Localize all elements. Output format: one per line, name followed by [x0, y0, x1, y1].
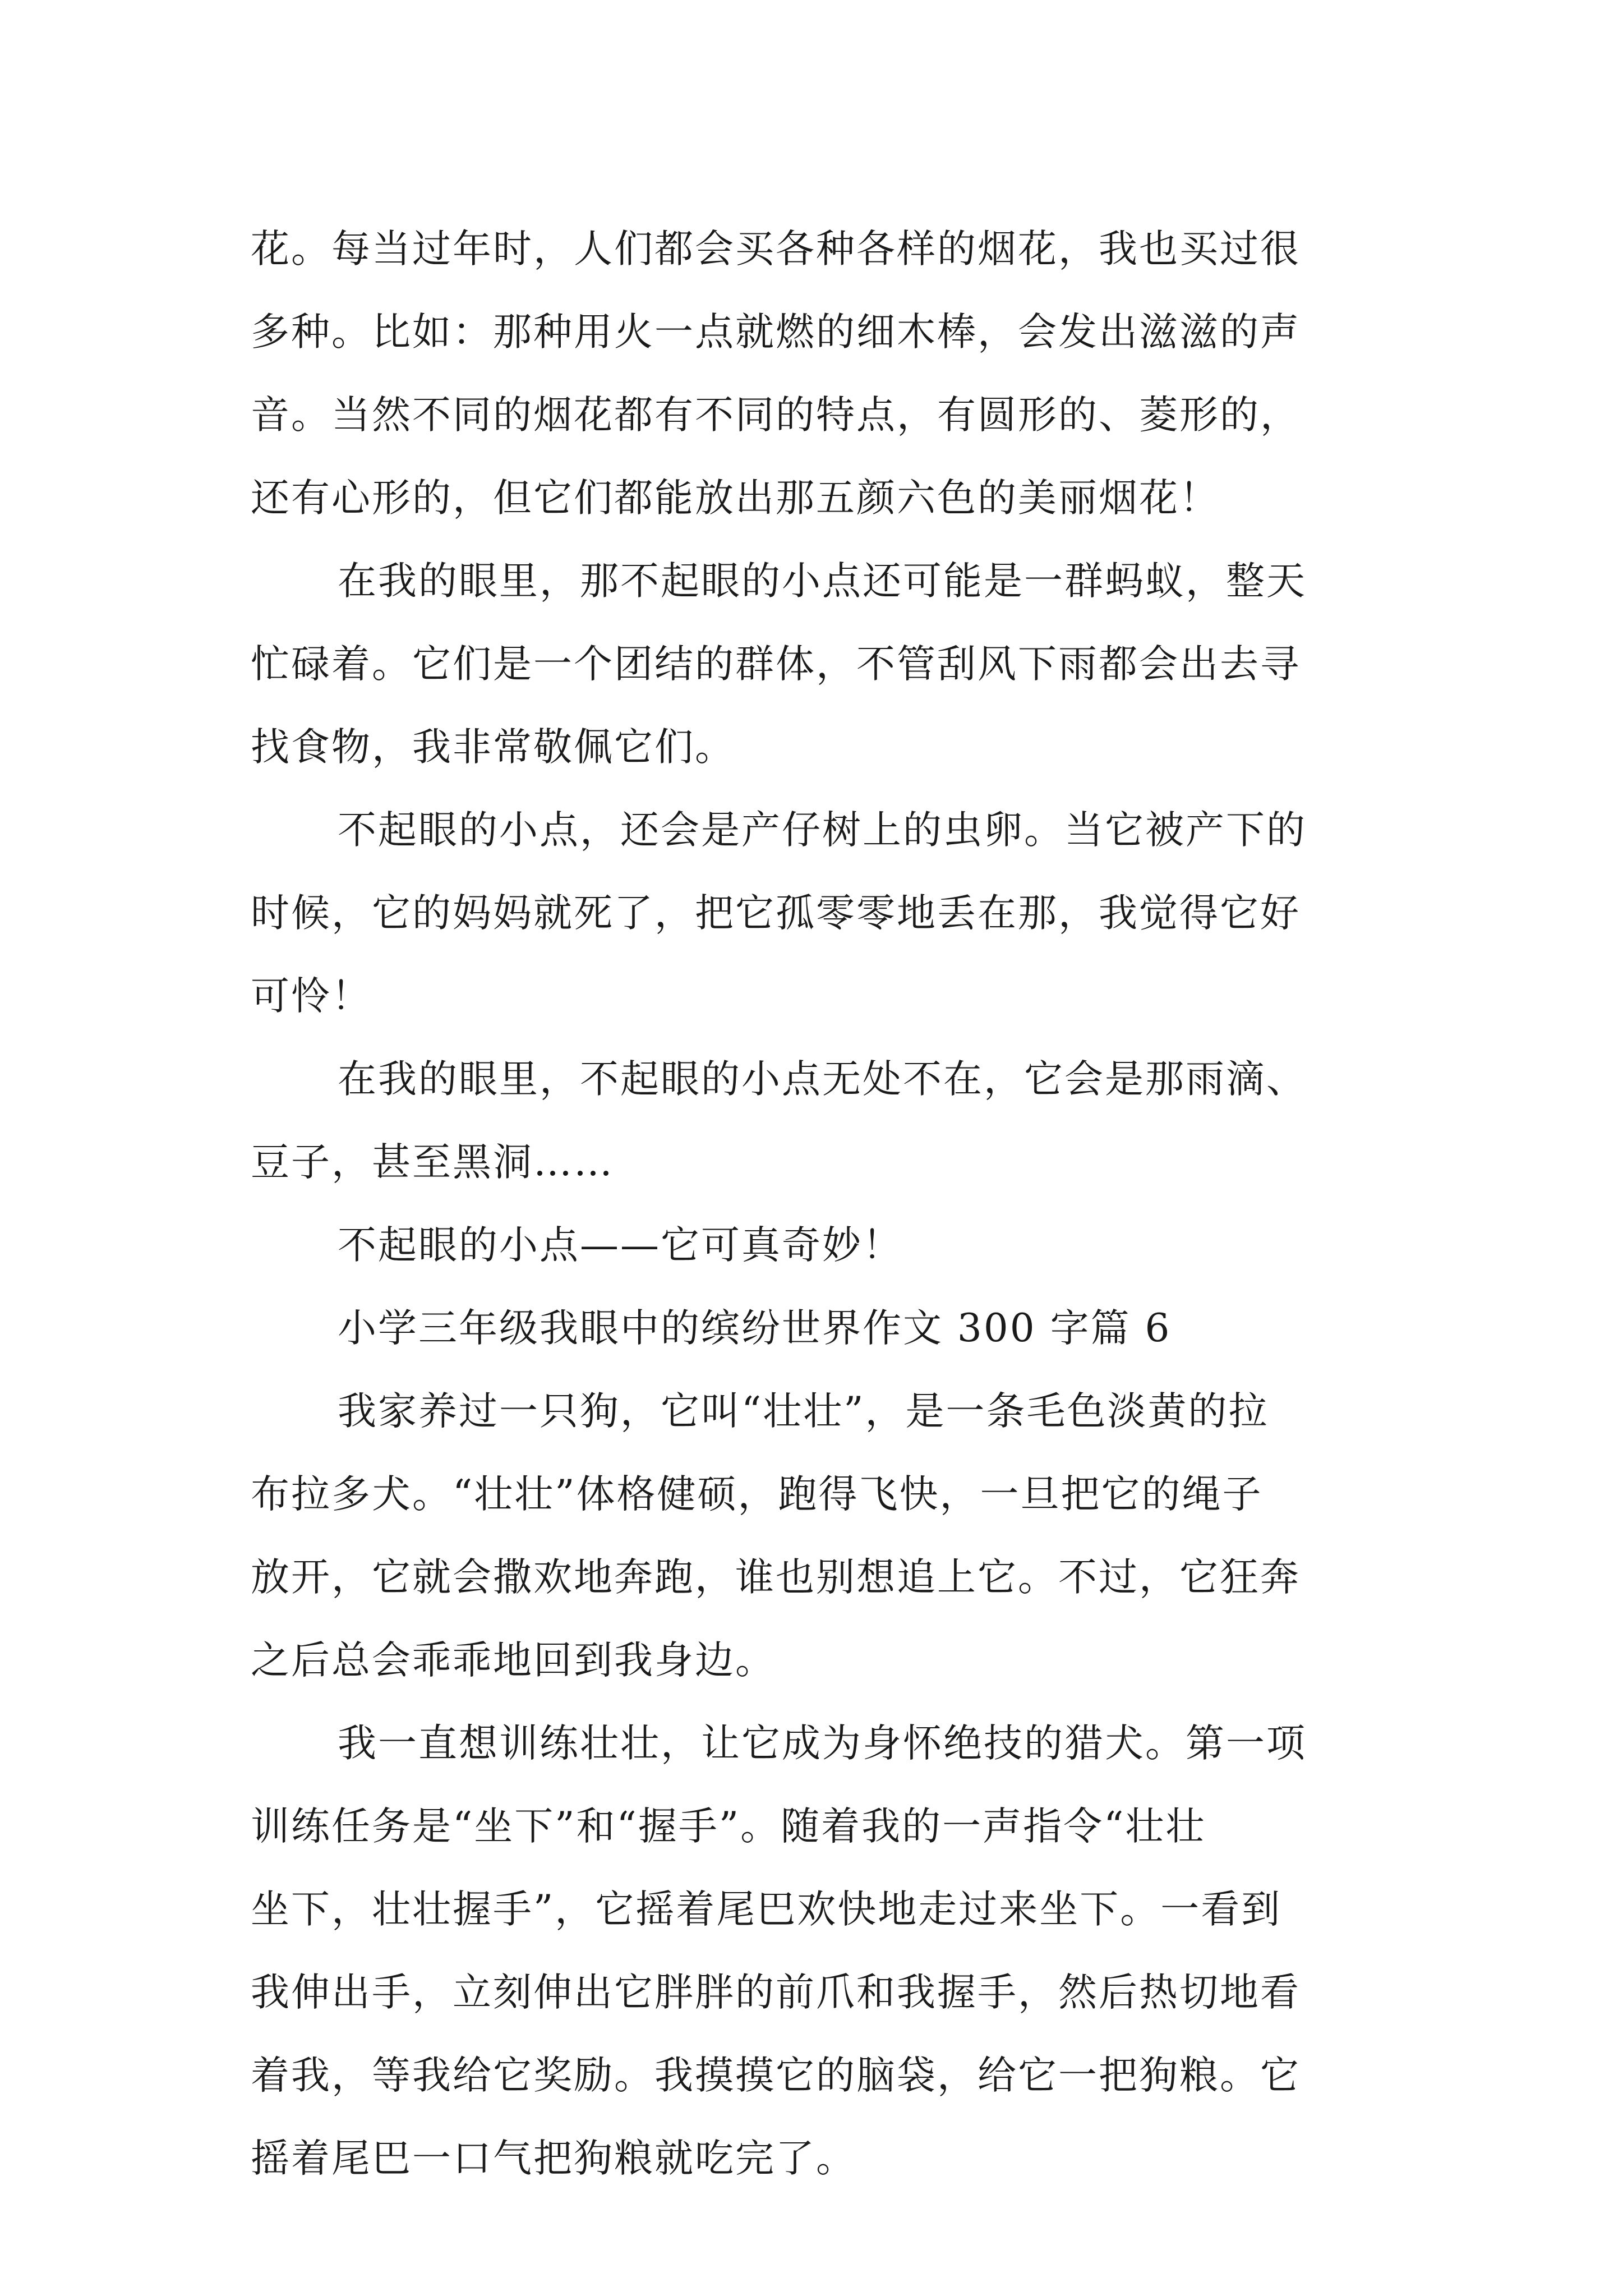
text-line: 放开，它就会撒欢地奔跑，谁也别想追上它。不过，它狂奔 [251, 1555, 1301, 1600]
text-line: 豆子，甚至黑洞…… [251, 1140, 614, 1185]
body-text [251, 208, 1395, 2200]
text-line: 找食物，我非常敬佩它们。 [251, 725, 735, 770]
text-line: 摇着尾巴一口气把狗粮就吃完了。 [251, 2136, 856, 2181]
text-line: 还有心形的，但它们都能放出那五颜六色的美丽烟花！ [251, 476, 1220, 521]
text-line: 坐下，壮壮握手”，它摇着尾巴欢快地走过来坐下。一看到 [251, 1887, 1282, 1932]
text-line: 小学三年级我眼中的缤纷世界作文 300 字篇 6 [338, 1306, 1172, 1351]
text-line: 在我的眼里，不起眼的小点无处不在，它会是那雨滴、 [338, 1057, 1307, 1102]
text-line: 训练任务是“坐下”和“握手”。随着我的一声指令“壮壮 [251, 1804, 1206, 1849]
text-line: 在我的眼里，那不起眼的小点还可能是一群蚂蚁，整天 [338, 559, 1307, 604]
text-line: 时候，它的妈妈就死了，把它孤零零地丢在那，我觉得它好 [251, 891, 1301, 936]
text-line: 我家养过一只狗，它叫“壮壮”，是一条毛色淡黄的拉 [338, 1389, 1269, 1434]
text-line: 我伸出手，立刻伸出它胖胖的前爪和我握手，然后热切地看 [251, 1970, 1301, 2015]
text-line: 忙碌着。它们是一个团结的群体，不管刮风下雨都会出去寻 [251, 642, 1301, 687]
text-line: 不起眼的小点——它可真奇妙！ [338, 1223, 903, 1268]
text-line: 花。每当过年时，人们都会买各种各样的烟花，我也买过很 [251, 227, 1301, 272]
text-line: 可怜！ [251, 974, 372, 1019]
text-line: 之后总会乖乖地回到我身边。 [251, 1638, 776, 1683]
text-line: 音。当然不同的烟花都有不同的特点，有圆形的、菱形的， [251, 393, 1301, 438]
text-line: 着我，等我给它奖励。我摸摸它的脑袋，给它一把狗粮。它 [251, 2053, 1301, 2098]
text-line: 布拉多犬。“壮壮”体格健硕，跑得飞快，一旦把它的绳子 [251, 1472, 1263, 1517]
text-line: 我一直想训练壮壮，让它成为身怀绝技的猎犬。第一项 [338, 1721, 1307, 1766]
text-line: 多种。比如：那种用火一点就燃的细木棒，会发出滋滋的声 [251, 310, 1301, 355]
text-line: 不起眼的小点，还会是产仔树上的虫卵。当它被产下的 [338, 808, 1307, 853]
